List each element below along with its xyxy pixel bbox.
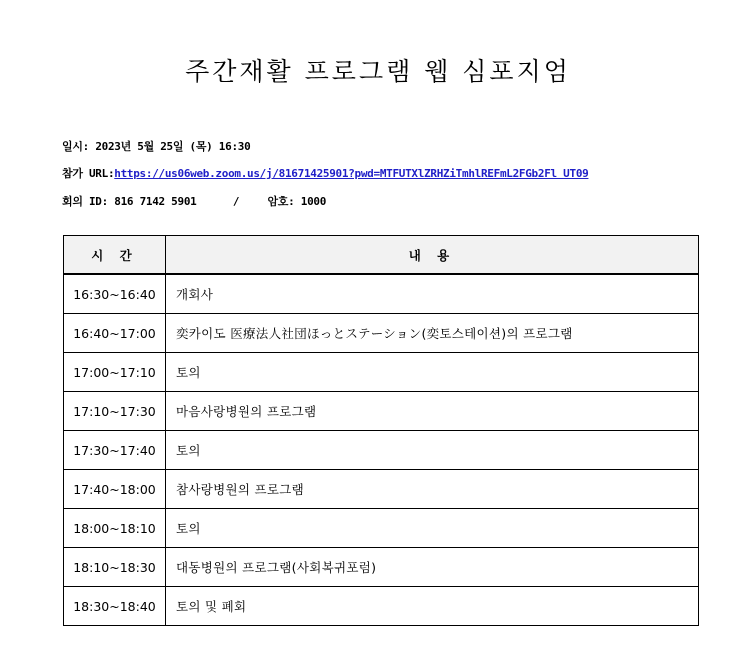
content-cell: 개회사 (166, 274, 699, 314)
separator: / (232, 195, 240, 208)
table-row (64, 431, 699, 470)
table-row (64, 587, 699, 626)
time-column-header: 시 간 (64, 236, 166, 275)
content-cell: 토의 (166, 431, 699, 470)
time-cell: 18:30~18:40 (64, 587, 166, 626)
time-cell: 17:40~18:00 (64, 470, 166, 509)
table-row (64, 548, 699, 587)
password-value: 1000 (300, 195, 327, 208)
table-row (64, 470, 699, 509)
url-line (62, 165, 588, 181)
table-header-row (64, 236, 699, 275)
table-row (64, 509, 699, 548)
time-cell: 18:10~18:30 (64, 548, 166, 587)
content-cell: 토의 (166, 353, 699, 392)
time-cell: 16:40~17:00 (64, 314, 166, 353)
time-cell: 17:30~17:40 (64, 431, 166, 470)
meeting-id-line (62, 193, 326, 209)
time-cell: 17:00~17:10 (64, 353, 166, 392)
content-column-header: 내 용 (166, 236, 699, 275)
date-value: 2023년 5월 25일 (목) 16:30 (95, 140, 251, 153)
content-cell: 토의 및 폐회 (166, 587, 699, 626)
table-row (64, 392, 699, 431)
zoom-link[interactable]: https://us06web.zoom.us/j/81671425901?pwd=MTFUTXlZRHZiTmhlREFmL2FGb2Fl UT09 (114, 167, 589, 180)
password-label: 암호: (267, 195, 295, 208)
time-cell: 17:10~17:30 (64, 392, 166, 431)
meeting-id-label: 회의 ID: (62, 195, 108, 208)
time-cell: 18:00~18:10 (64, 509, 166, 548)
table-row (64, 353, 699, 392)
time-cell: 16:30~16:40 (64, 274, 166, 314)
content-cell: 대동병원의 프로그램(사회복귀포럼) (166, 548, 699, 587)
content-cell: 토의 (166, 509, 699, 548)
url-label: 참가 URL: (62, 167, 115, 180)
meeting-id-value: 816 7142 5901 (114, 195, 197, 208)
content-cell: 奕카이도 医療法人社団ほっとステーション(奕토스테이션)의 프로그램 (166, 314, 699, 353)
schedule-table (63, 235, 699, 626)
page-title: 주간재활 프로그램 웹 심포지엄 (185, 57, 571, 86)
content-cell: 참사랑병원의 프로그램 (166, 470, 699, 509)
date-line (62, 138, 250, 154)
table-row (64, 314, 699, 353)
date-label: 일시: (62, 140, 89, 153)
table-row (64, 274, 699, 314)
content-cell: 마음사랑병원의 프로그램 (166, 392, 699, 431)
